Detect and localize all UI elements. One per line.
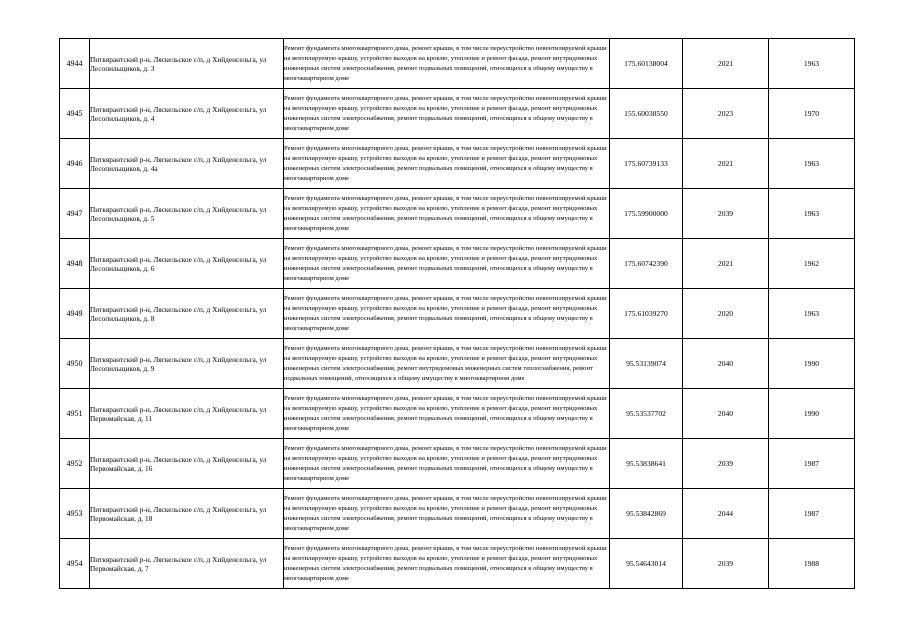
table-row — [60, 39, 855, 89]
address-cell — [90, 489, 284, 539]
row-number-text: 4954 — [66, 559, 83, 568]
built-year-text: 1963 — [803, 309, 820, 318]
registry-table-body — [60, 39, 855, 589]
address-cell — [90, 289, 284, 339]
built-year-cell — [769, 439, 855, 489]
built-year-cell — [769, 289, 855, 339]
table-row — [60, 89, 855, 139]
row-number-cell — [60, 389, 90, 439]
works-cell — [284, 539, 610, 589]
area-text: 95.53838641 — [626, 459, 666, 468]
row-number-text: 4950 — [66, 359, 83, 368]
address-text: Питкярантский р-н, Ляскельское с/п, д Хийденсельга, ул Лесопильщиков, д. 4 — [90, 104, 267, 123]
registry-table — [59, 38, 855, 589]
area-text: 155.60038550 — [624, 109, 668, 118]
row-number-text: 4948 — [66, 259, 83, 268]
built-year-cell — [769, 239, 855, 289]
repair-year-cell — [683, 539, 769, 589]
row-number-cell — [60, 189, 90, 239]
area-text: 175.60742390 — [624, 259, 668, 268]
built-year-text: 1987 — [803, 509, 820, 518]
address-cell — [90, 139, 284, 189]
repair-year-text: 2020 — [717, 309, 734, 318]
repair-year-text: 2039 — [717, 209, 734, 218]
row-number-cell — [60, 89, 90, 139]
area-cell — [610, 189, 683, 239]
repair-year-text: 2044 — [717, 509, 734, 518]
area-cell — [610, 339, 683, 389]
row-number-cell — [60, 539, 90, 589]
built-year-text: 1990 — [803, 409, 820, 418]
repair-year-cell — [683, 389, 769, 439]
address-cell — [90, 389, 284, 439]
row-number-text: 4949 — [66, 309, 83, 318]
area-cell — [610, 539, 683, 589]
row-number-text: 4951 — [66, 409, 83, 418]
table-row — [60, 189, 855, 239]
area-cell — [610, 39, 683, 89]
area-cell — [610, 389, 683, 439]
works-cell — [284, 139, 610, 189]
repair-year-cell — [683, 289, 769, 339]
area-text: 95.53139074 — [626, 359, 666, 368]
works-text: Ремонт фундамента многоквартирного дома, ремонт крыши, в том числе переустройство невентилируемой крыши на вентилируемую крышу, устройство выходов на кровлю, утепление и ремонт фасада, ремонт внутридомовых инженерных систем электроснабжения, ремонт подвальных помещений, относящихся к общему имуществу в многоквартирном доме — [284, 294, 607, 332]
row-number-cell — [60, 239, 90, 289]
address-text: Питкярантский р-н, Ляскельское с/п, д Хийденсельга, ул Первомайская, д. 11 — [90, 404, 267, 423]
repair-year-cell — [683, 139, 769, 189]
repair-year-cell — [683, 39, 769, 89]
row-number-cell — [60, 489, 90, 539]
works-text: Ремонт фундамента многоквартирного дома, ремонт крыши, в том числе переустройство невентилируемой крыши на вентилируемую крышу, устройство выходов на кровлю, утепление и ремонт фасада, ремонт внутридомовых инженерных систем электроснабжения, ремонт подвальных помещений, относящихся к общему имуществу в многоквартирном доме — [284, 244, 607, 282]
works-text: Ремонт фундамента многоквартирного дома, ремонт крыши, в том числе переустройство невентилируемой крыши на вентилируемую крышу, устройство выходов на кровлю, утепление и ремонт фасада, ремонт внутридомовых инженерных систем электроснабжения, ремонт подвальных помещений, относящихся к общему имуществу в многоквартирном доме — [284, 394, 607, 432]
row-number-text: 4946 — [66, 159, 83, 168]
address-cell — [90, 339, 284, 389]
table-row — [60, 239, 855, 289]
works-text: Ремонт фундамента многоквартирного дома, ремонт крыши, в том числе переустройство невентилируемой крыши на вентилируемую крышу, устройство выходов на кровлю, утепление и ремонт фасада, ремонт внутридомовых инженерных систем электроснабжения, ремонт внутридомовых инженерных систем теплоснабжения, ремонт подвальных помещений, относящихся к общему имуществу в многоквартирном доме — [284, 344, 607, 382]
row-number-text: 4944 — [66, 59, 83, 68]
works-cell — [284, 389, 610, 439]
address-text: Питкярантский р-н, Ляскельское с/п, д Хийденсельга, ул Лесопильщиков, д. 4а — [90, 154, 267, 173]
works-text: Ремонт фундамента многоквартирного дома, ремонт крыши, в том числе переустройство невентилируемой крыши на вентилируемую крышу, устройство выходов на кровлю, утепление и ремонт фасада, ремонт внутридомовых инженерных систем электроснабжения, ремонт подвальных помещений, относящихся к общему имуществу в многоквартирном доме — [284, 544, 607, 582]
works-text: Ремонт фундамента многоквартирного дома, ремонт крыши, в том числе переустройство невентилируемой крыши на вентилируемую крышу, устройство выходов на кровлю, утепление и ремонт фасада, ремонт внутридомовых инженерных систем электроснабжения, ремонт подвальных помещений, относящихся к общему имуществу в многоквартирном доме — [284, 144, 607, 182]
repair-year-cell — [683, 489, 769, 539]
repair-year-cell — [683, 189, 769, 239]
table-row — [60, 389, 855, 439]
address-text: Питкярантский р-н, Ляскельское с/п, д Хийденсельга, ул Лесопильщиков, д. 6 — [90, 254, 267, 273]
works-cell — [284, 189, 610, 239]
repair-year-cell — [683, 239, 769, 289]
built-year-cell — [769, 189, 855, 239]
table-row — [60, 339, 855, 389]
works-cell — [284, 439, 610, 489]
built-year-text: 1970 — [803, 109, 820, 118]
repair-year-text: 2021 — [717, 259, 734, 268]
table-row — [60, 439, 855, 489]
repair-year-text: 2039 — [717, 459, 734, 468]
address-cell — [90, 239, 284, 289]
area-text: 95.53537702 — [626, 409, 666, 418]
address-text: Питкярантский р-н, Ляскельское с/п, д Хийденсельга, ул Первомайская, д. 7 — [90, 554, 267, 573]
address-cell — [90, 439, 284, 489]
works-cell — [284, 89, 610, 139]
table-row — [60, 139, 855, 189]
built-year-text: 1963 — [803, 59, 820, 68]
area-text: 95.54643014 — [626, 559, 666, 568]
built-year-cell — [769, 539, 855, 589]
table-row — [60, 489, 855, 539]
works-text: Ремонт фундамента многоквартирного дома, ремонт крыши, в том числе переустройство невентилируемой крыши на вентилируемую крышу, устройство выходов на кровлю, утепление и ремонт фасада, ремонт внутридомовых инженерных систем электроснабжения, ремонт подвальных помещений, относящихся к общему имуществу в многоквартирном доме — [284, 444, 607, 482]
address-text: Питкярантский р-н, Ляскельское с/п, д Хийденсельга, ул Лесопильщиков, д. 3 — [90, 54, 267, 73]
repair-year-cell — [683, 89, 769, 139]
address-text: Питкярантский р-н, Ляскельское с/п, д Хийденсельга, ул Лесопильщиков, д. 5 — [90, 204, 267, 223]
repair-year-cell — [683, 439, 769, 489]
address-cell — [90, 89, 284, 139]
repair-year-text: 2039 — [717, 559, 734, 568]
address-cell — [90, 39, 284, 89]
row-number-text: 4945 — [66, 109, 83, 118]
built-year-cell — [769, 39, 855, 89]
built-year-cell — [769, 389, 855, 439]
row-number-cell — [60, 39, 90, 89]
built-year-text: 1962 — [803, 259, 820, 268]
address-text: Питкярантский р-н, Ляскельское с/п, д Хийденсельга, ул Лесопильщиков, д. 9 — [90, 354, 267, 373]
works-text: Ремонт фундамента многоквартирного дома, ремонт крыши, в том числе переустройство невентилируемой крыши на вентилируемую крышу, устройство выходов на кровлю, утепление и ремонт фасада, ремонт внутридомовых инженерных систем электроснабжения, ремонт подвальных помещений, относящихся к общему имуществу в многоквартирном доме — [284, 194, 607, 232]
area-cell — [610, 289, 683, 339]
built-year-cell — [769, 489, 855, 539]
repair-year-text: 2021 — [717, 159, 734, 168]
works-text: Ремонт фундамента многоквартирного дома, ремонт крыши, в том числе переустройство невентилируемой крыши на вентилируемую крышу, устройство выходов на кровлю, утепление и ремонт фасада, ремонт внутридомовых инженерных систем электроснабжения, ремонт подвальных помещений, относящихся к общему имуществу в многоквартирном доме — [284, 44, 607, 82]
area-text: 175.61039270 — [624, 309, 668, 318]
built-year-text: 1990 — [803, 359, 820, 368]
area-cell — [610, 239, 683, 289]
address-cell — [90, 539, 284, 589]
area-text: 175.59900000 — [624, 209, 668, 218]
row-number-text: 4947 — [66, 209, 83, 218]
area-cell — [610, 89, 683, 139]
works-text: Ремонт фундамента многоквартирного дома, ремонт крыши, в том числе переустройство невентилируемой крыши на вентилируемую крышу, устройство выходов на кровлю, утепление и ремонт фасада, ремонт внутридомовых инженерных систем электроснабжения, ремонт подвальных помещений, относящихся к общему имуществу в многоквартирном доме — [284, 94, 607, 132]
built-year-text: 1963 — [803, 159, 820, 168]
built-year-text: 1987 — [803, 459, 820, 468]
built-year-cell — [769, 139, 855, 189]
works-cell — [284, 289, 610, 339]
address-text: Питкярантский р-н, Ляскельское с/п, д Хийденсельга, ул Лесопильщиков, д. 8 — [90, 304, 267, 323]
row-number-cell — [60, 289, 90, 339]
repair-year-text: 2040 — [717, 409, 734, 418]
row-number-text: 4953 — [66, 509, 83, 518]
address-text: Питкярантский р-н, Ляскельское с/п, д Хийденсельга, ул Первомайская, д. 16 — [90, 454, 267, 473]
row-number-cell — [60, 139, 90, 189]
area-text: 175.60138004 — [624, 59, 668, 68]
area-cell — [610, 439, 683, 489]
area-text: 175.60739133 — [624, 159, 668, 168]
works-text: Ремонт фундамента многоквартирного дома, ремонт крыши, в том числе переустройство невентилируемой крыши на вентилируемую крышу, устройство выходов на кровлю, утепление и ремонт фасада, ремонт внутридомовых инженерных систем электроснабжения, ремонт подвальных помещений, относящихся к общему имуществу в многоквартирном доме — [284, 494, 607, 532]
address-cell — [90, 189, 284, 239]
area-cell — [610, 139, 683, 189]
area-cell — [610, 489, 683, 539]
repair-year-text: 2023 — [717, 109, 734, 118]
row-number-cell — [60, 339, 90, 389]
built-year-cell — [769, 339, 855, 389]
repair-year-text: 2021 — [717, 59, 734, 68]
works-cell — [284, 339, 610, 389]
repair-year-cell — [683, 339, 769, 389]
row-number-text: 4952 — [66, 459, 83, 468]
works-cell — [284, 239, 610, 289]
table-row — [60, 539, 855, 589]
area-text: 95.53842869 — [626, 509, 666, 518]
works-cell — [284, 39, 610, 89]
built-year-cell — [769, 89, 855, 139]
table-row — [60, 289, 855, 339]
repair-year-text: 2040 — [717, 359, 734, 368]
address-text: Питкярантский р-н, Ляскельское с/п, д Хийденсельга, ул Первомайская, д. 18 — [90, 504, 267, 523]
built-year-text: 1963 — [803, 209, 820, 218]
row-number-cell — [60, 439, 90, 489]
built-year-text: 1988 — [803, 559, 820, 568]
works-cell — [284, 489, 610, 539]
